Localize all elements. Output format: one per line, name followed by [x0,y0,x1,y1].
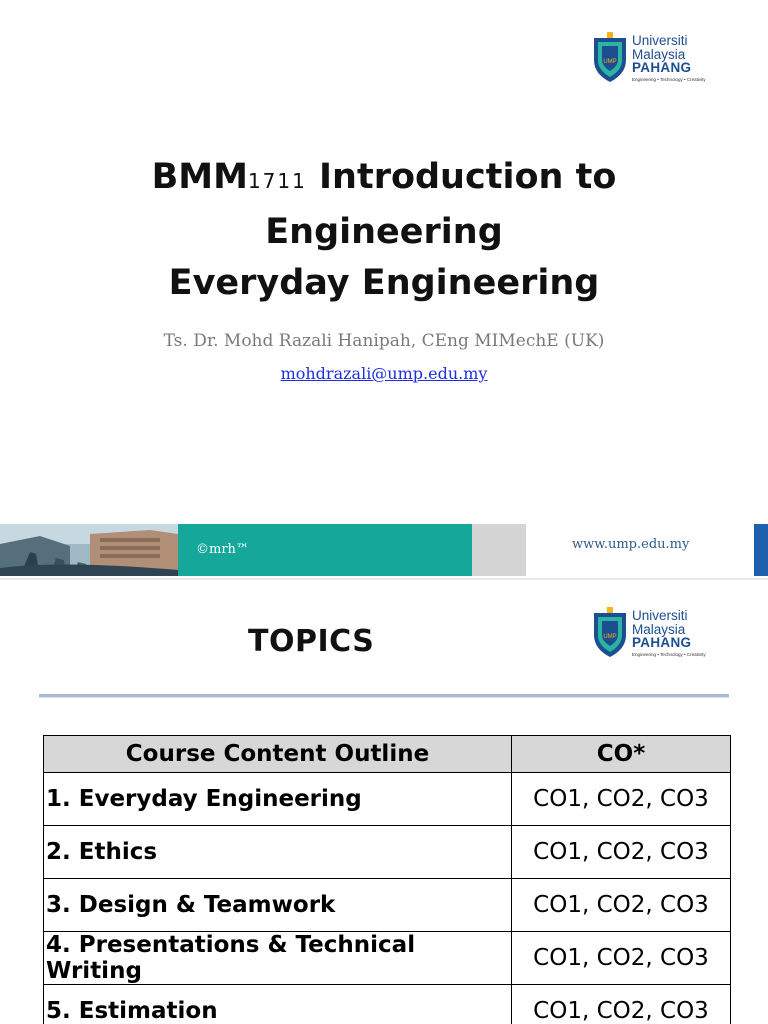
course-outline-table [43,735,731,1024]
title-line-2: Engineering [265,212,503,252]
topic-cell: 1. Everyday Engineering [44,773,512,826]
topic-cell: 5. Estimation [44,985,512,1024]
co-cell: CO1, CO2, CO3 [512,773,731,826]
footer-grey-block [472,524,526,576]
logo-tagline: Engineering • Technology • Creativity [632,651,706,657]
header-course-content: Course Content Outline [44,736,512,773]
ump-shield-icon [592,607,628,657]
topic-cell: 3. Design & Teamwork [44,879,512,932]
footer-copyright: ©mrh™ [196,542,249,557]
topic-cell: 4. Presentations & Technical Writing [44,932,512,985]
co-cell: CO1, CO2, CO3 [512,932,731,985]
course-code-prefix: BMM [151,157,248,197]
logo-line-1: Universiti [632,33,688,48]
shield-text: UMP [603,634,617,640]
table-row [44,773,731,826]
topics-slide [0,580,768,1024]
author-email-link[interactable]: mohdrazali@ump.edu.my [280,364,488,383]
table-row [44,985,731,1024]
logo-line-2: Malaysia [632,46,686,62]
footer-url: www.ump.edu.my [572,537,690,552]
campus-photo [0,524,178,576]
logo-line-3: PAHANG [632,60,692,75]
university-logo [592,32,706,82]
topics-heading: TOPICS [248,624,375,659]
table-header-row [44,736,731,773]
slide-title [0,152,768,309]
title-line-1 [0,152,768,207]
co-cell: CO1, CO2, CO3 [512,985,731,1024]
co-cell: CO1, CO2, CO3 [512,879,731,932]
footer-bar [178,524,472,576]
title-line-1-rest: Introduction to [319,157,617,197]
title-line-3: Everyday Engineering [168,263,600,303]
table-row [44,932,731,985]
author-name: Ts. Dr. Mohd Razali Hanipah, CEng MIMechE (UK) [163,331,605,351]
table-row [44,879,731,932]
table-row [44,826,731,879]
university-logo [592,607,706,657]
logo-line-3: PAHANG [632,635,692,650]
heading-rule-shadow [39,697,729,698]
logo-line-1: Universiti [632,608,688,623]
shield-text: UMP [603,59,617,65]
topic-cell: 2. Ethics [44,826,512,879]
header-co: CO* [512,736,731,773]
course-code-number: 1711 [247,169,307,193]
logo-tagline: Engineering • Technology • Creativity [632,76,706,82]
logo-line-2: Malaysia [632,621,686,637]
ump-shield-icon [592,32,628,82]
footer-blue-block [754,524,768,576]
co-cell: CO1, CO2, CO3 [512,826,731,879]
